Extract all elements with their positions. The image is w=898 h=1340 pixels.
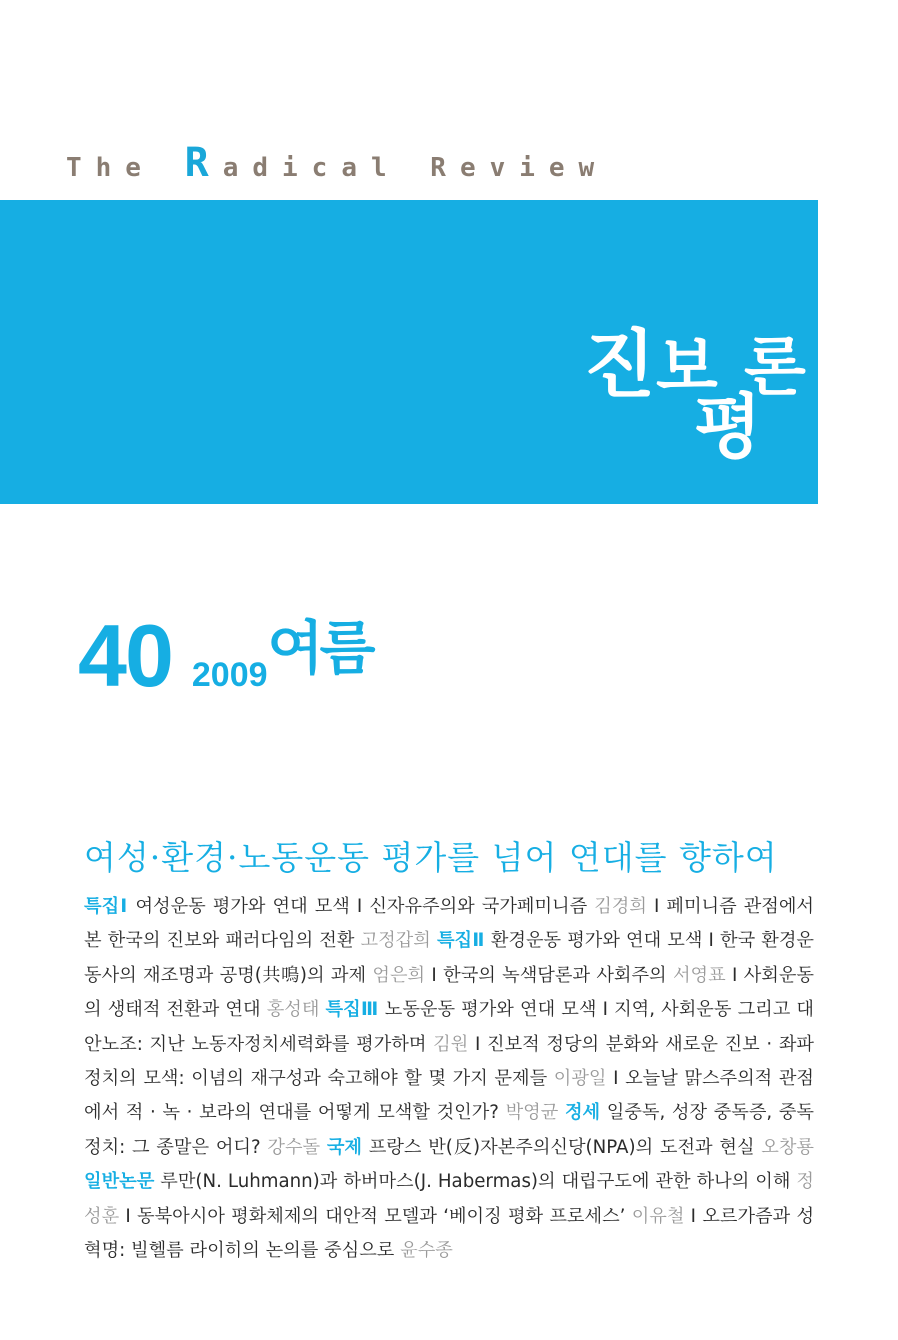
toc-author: 고정갑희 <box>360 930 431 952</box>
toc-text: 루만(N. Luhmann)과 하버마스(J. Habermas)의 대립구도에 관한 하나의 이해 <box>154 1171 797 1193</box>
toc-separator: I <box>646 896 667 917</box>
toc-text <box>558 1102 565 1123</box>
toc-separator: I <box>425 964 444 986</box>
toc-text: 진보적 정당의 분화와 새로운 진보 · 좌파정치의 모색: 이념의 재구성과 숙고해야 할 몇 가지 문제들 <box>84 1033 814 1090</box>
toc-author: 이유철 <box>631 1205 685 1227</box>
toc-author: 엄은희 <box>372 964 426 986</box>
toc-author: 홍성태 <box>266 999 320 1021</box>
toc-separator: I <box>602 999 608 1021</box>
title-char-2: 보 <box>656 331 718 405</box>
headline: 여성·환경·노동운동 평가를 넘어 연대를 향하여 <box>84 838 778 877</box>
title-char-3: 평 <box>694 386 762 468</box>
title-char-4: 론 <box>744 331 806 405</box>
title-band <box>0 200 818 504</box>
toc-text: 노동운동 평가와 연대 모색 <box>378 999 603 1021</box>
toc-section-label: 정세 <box>564 1102 601 1124</box>
toc-text: 한국의 녹색담론과 사회주의 <box>443 964 673 986</box>
toc-author: 오창룡 <box>761 1136 814 1158</box>
toc-section-label: 국제 <box>326 1136 362 1158</box>
journal-name-r: R <box>184 140 223 186</box>
toc-separator: I <box>119 1205 138 1227</box>
toc-separator: I <box>708 930 714 952</box>
toc-section-label: 일반논문 <box>84 1171 155 1193</box>
toc-separator: I <box>606 1068 626 1090</box>
issue-year: 2009 <box>191 656 268 694</box>
toc-text: 오르가즘과 성혁명: 빌헬름 라이히의 논의를 중심으로 <box>84 1205 815 1262</box>
toc-separator: I <box>725 964 744 986</box>
toc-text: 사회운동의 생태적 전환과 연대 <box>84 964 814 1021</box>
toc-author: 정성훈 <box>84 1171 814 1227</box>
toc-text: 동북아시아 평화체제의 대안적 모델과 ‘베이징 평화 프로세스’ <box>137 1205 632 1227</box>
toc-text: 신자유주의와 국가페미니즘 <box>362 896 595 917</box>
toc-text <box>320 1137 327 1158</box>
toc-section-label: 특집Ⅰ <box>84 896 129 917</box>
toc-author: 김경희 <box>594 896 647 917</box>
toc-author: 윤수종 <box>400 1240 453 1262</box>
journal-name-prefix: The <box>66 153 185 183</box>
title-char-1: 진 <box>584 322 656 408</box>
toc-author: 서영표 <box>672 964 726 986</box>
toc-text: 환경운동 평가와 연대 모색 <box>484 930 709 952</box>
toc-text: 한국 환경운동사의 재조명과 공명(共鳴)의 과제 <box>84 930 814 986</box>
toc-separator: I <box>684 1205 703 1227</box>
toc-text: 페미니즘 관점에서 본 한국의 진보와 패러다임의 전환 <box>84 896 814 952</box>
toc-section-label: 특집Ⅱ <box>436 930 485 952</box>
toc-author: 강수돌 <box>267 1136 321 1158</box>
table-of-contents <box>84 890 814 1268</box>
toc-text: 프랑스 반(反)자본주의신당(NPA)의 도전과 현실 <box>362 1136 762 1158</box>
toc-text: 지역, 사회운동 그리고 대안노조: 지난 노동자정치세력화를 평가하며 <box>84 999 814 1055</box>
issue-season: 여름 <box>267 614 372 682</box>
toc-author: 이광일 <box>553 1068 607 1090</box>
issue-number: 40 <box>78 606 172 705</box>
toc-text: 오늘날 맑스주의적 관점에서 적 · 녹 · 보라의 연대를 어떻게 모색할 것인가? <box>84 1068 814 1124</box>
toc-separator: I <box>468 1033 487 1055</box>
toc-text: 일중독, 성장 중독증, 중독 정치: 그 종말은 어디? <box>84 1102 814 1158</box>
korean-title <box>584 322 814 528</box>
issue-info <box>78 606 372 705</box>
journal-name-rest: adical Review <box>222 153 609 183</box>
toc-text: 여성운동 평가와 연대 모색 <box>128 896 357 917</box>
toc-author: 김원 <box>433 1033 469 1055</box>
journal-name <box>66 140 608 186</box>
toc-author: 박영균 <box>505 1102 559 1124</box>
toc-section-label: 특집Ⅲ <box>325 999 379 1021</box>
toc-separator: I <box>356 896 363 917</box>
